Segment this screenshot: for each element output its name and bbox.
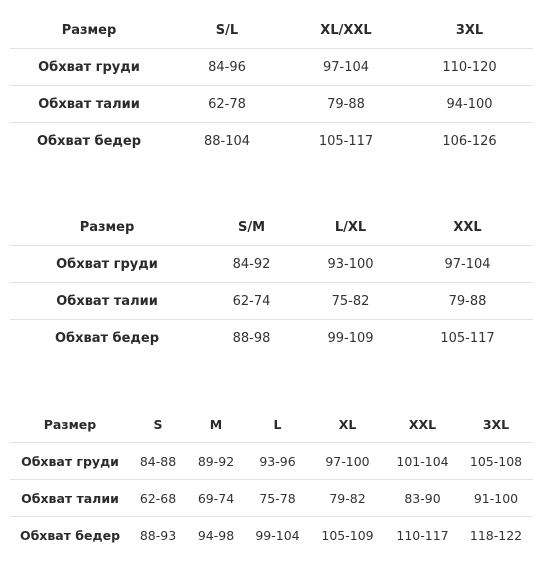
row-label: Обхват талии [38, 96, 140, 112]
table-cell: 88-93 [139, 527, 177, 543]
table-row [10, 86, 533, 123]
row-label: Обхват талии [21, 490, 119, 506]
table-cell: 97-100 [325, 453, 370, 469]
header-cell: Размер [61, 22, 117, 38]
row-label: Обхват бедер [36, 133, 142, 149]
table-cell: 94-98 [197, 527, 235, 543]
table-cell: 106-126 [442, 133, 497, 149]
size-table-1 [10, 12, 533, 159]
table-cell: 105-108 [469, 453, 523, 469]
table-cell: 99-104 [255, 527, 300, 543]
table-row [10, 49, 533, 86]
table-cell: 75-78 [259, 490, 296, 506]
table-cell: 110-120 [442, 59, 497, 75]
table-cell: 105-117 [318, 133, 374, 149]
table-cell: 84-88 [139, 453, 177, 469]
table-cell: 84-92 [232, 256, 271, 272]
table-cell: 97-104 [444, 256, 491, 272]
table-cell: 83-90 [404, 490, 441, 506]
header-cell: XL [338, 416, 357, 432]
header-cell: S/L [215, 22, 239, 38]
table-cell: 79-82 [329, 490, 366, 506]
table-row [10, 517, 533, 554]
table-row [10, 443, 533, 480]
row-label: Обхват бедер [19, 527, 121, 543]
header-cell: M [209, 416, 223, 432]
row-label: Обхват груди [56, 256, 158, 272]
table-cell: 99-109 [327, 330, 374, 346]
table-cell: 89-92 [197, 453, 235, 469]
table-cell: 79-88 [448, 293, 487, 309]
table-header-row [10, 12, 533, 49]
table-cell: 88-98 [232, 330, 271, 346]
header-cell: XL/XXL [320, 22, 372, 38]
size-table-2 [10, 209, 533, 356]
table-cell: 88-104 [203, 133, 251, 149]
row-label: Обхват бедер [54, 330, 160, 346]
table-cell: 62-74 [232, 293, 271, 309]
header-cell: Размер [79, 219, 135, 235]
header-cell: S [153, 416, 163, 432]
table-cell: 62-68 [139, 490, 177, 506]
header-cell: 3XL [455, 22, 484, 38]
header-cell: XXL [453, 219, 482, 235]
header-cell: S/M [237, 219, 266, 235]
table-row [10, 283, 533, 320]
table-cell: 101-104 [396, 453, 449, 469]
table-cell: 93-100 [327, 256, 374, 272]
table-cell: 79-88 [327, 96, 365, 112]
table-cell: 97-104 [322, 59, 370, 75]
table-cell: 105-117 [440, 330, 495, 346]
header-cell: L/XL [334, 219, 367, 235]
row-label: Обхват груди [38, 59, 140, 75]
table-cell: 93-96 [259, 453, 296, 469]
header-cell: Размер [43, 416, 97, 432]
table-row [10, 123, 533, 160]
table-cell: 118-122 [469, 527, 523, 543]
table-cell: 69-74 [197, 490, 235, 506]
table-row [10, 246, 533, 283]
row-label: Обхват талии [56, 293, 158, 309]
table-row [10, 320, 533, 357]
header-cell: XXL [408, 416, 437, 432]
table-cell: 62-78 [208, 96, 246, 112]
table-header-row [10, 209, 533, 246]
table-cell: 105-109 [321, 527, 374, 543]
table-cell: 84-96 [208, 59, 246, 75]
table-header-row [10, 406, 533, 443]
table-row [10, 480, 533, 517]
table-cell: 110-117 [396, 527, 449, 543]
table-cell: 75-82 [331, 293, 370, 309]
table-cell: 91-100 [473, 490, 519, 506]
header-cell: 3XL [482, 416, 510, 432]
table-cell: 94-100 [446, 96, 493, 112]
header-cell: L [273, 416, 282, 432]
row-label: Обхват груди [21, 453, 119, 469]
size-table-3 [10, 406, 533, 553]
